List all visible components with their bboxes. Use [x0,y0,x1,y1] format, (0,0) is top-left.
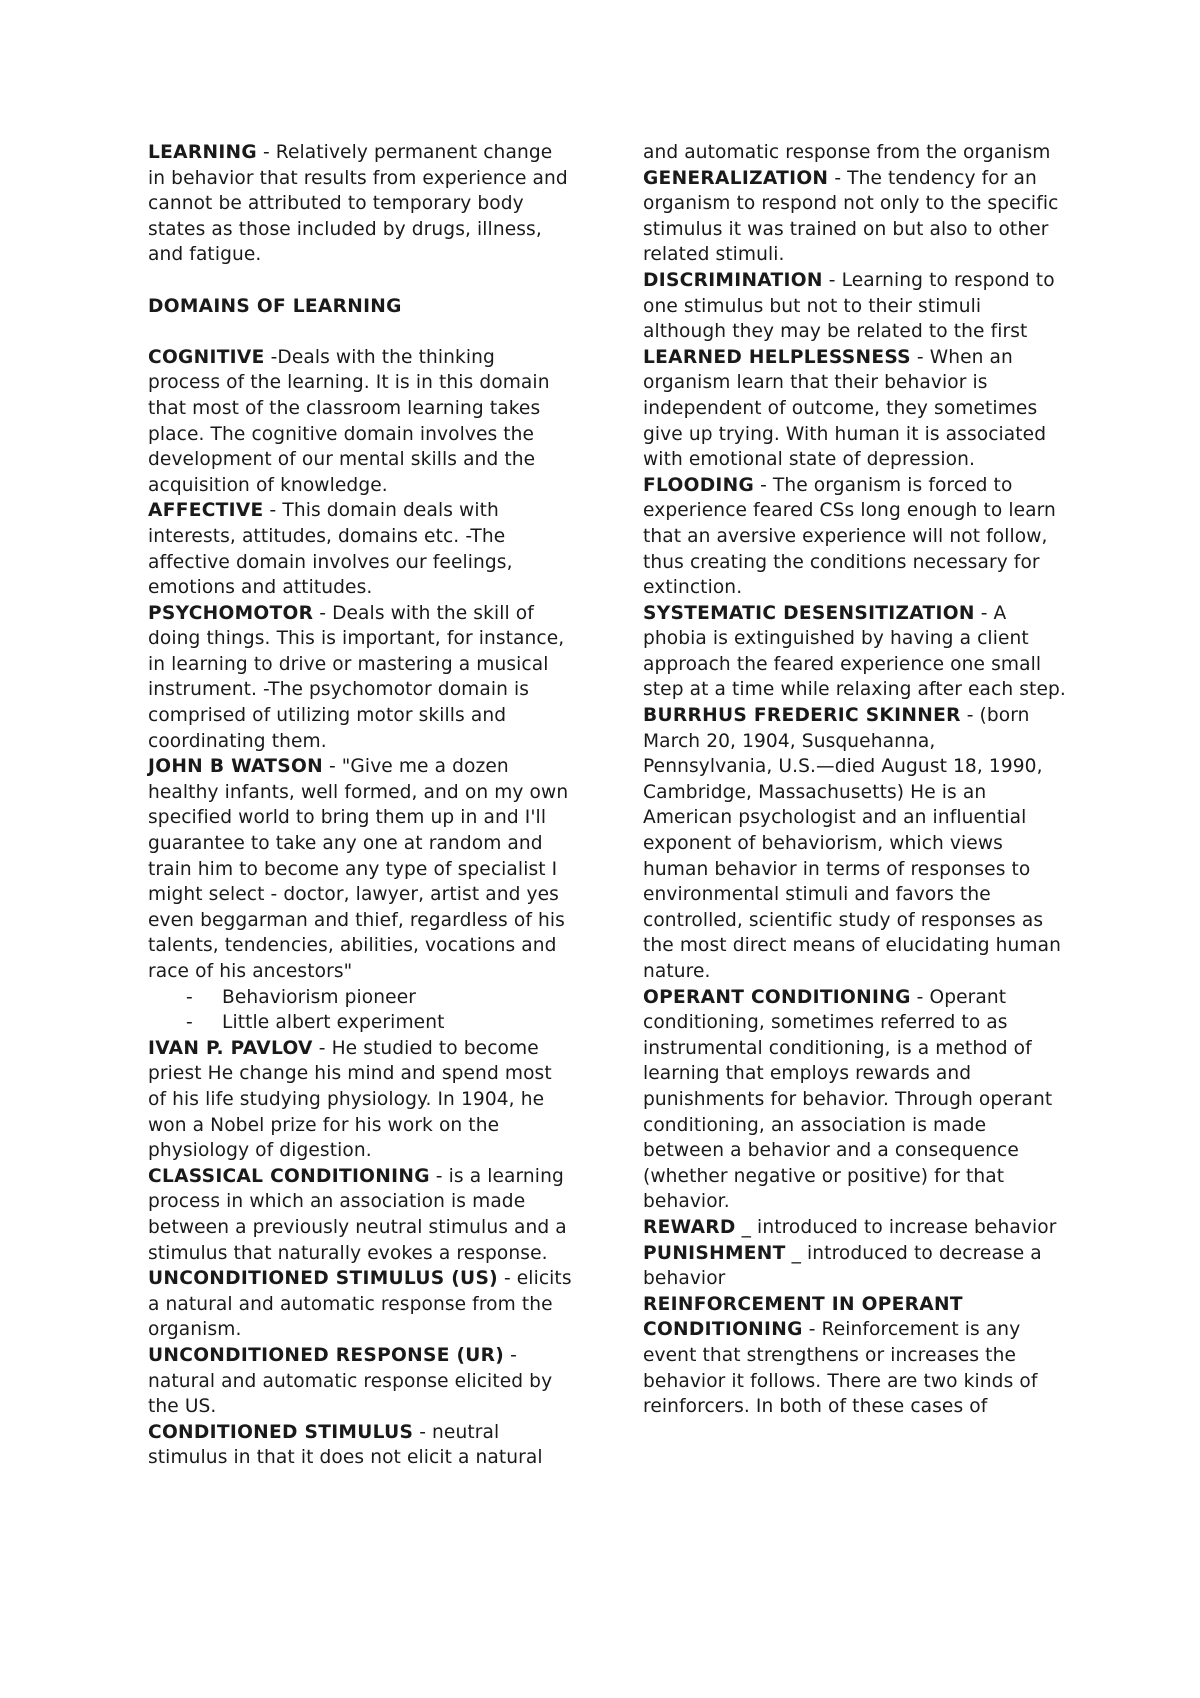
definition-unconditioned-response: - natural and automatic response elicited by the US. [148,1344,553,1418]
term-skinner: BURRHUS FREDERIC SKINNER [643,705,961,727]
definition-flooding: - The organism is forced to experience feared CSs long enough to learn that an aversive experience will not follow, thus creating the conditions necessary for extinction. [643,474,1056,599]
definition-conditioned-stimulus: - neutral stimulus in that it does not elicit a natural [148,1421,543,1469]
term-generalization: GENERALIZATION [643,167,829,189]
entry-flooding [643,473,1068,601]
entry-skinner [643,703,1068,985]
entry-reinforcement [643,1292,1068,1420]
term-flooding: FLOODING [643,474,755,496]
entry-pavlov [148,1036,573,1164]
entry-punishment [643,1241,1068,1292]
definition-reward: _ introduced to increase behavior [735,1216,1057,1238]
definition-psychomotor: - Deals with the skill of doing things. This is important, for instance, in learning to drive or mastering a musical instrument. -The psychomotor domain is comprised of utilizing motor skills and coordinating them. [148,602,565,752]
term-classical-conditioning: CLASSICAL CONDITIONING [148,1165,430,1187]
term-reward: REWARD [643,1216,736,1238]
spacer [148,268,573,294]
definition-learned-helplessness: - When an organism learn that their behavior is independent of outcome, they sometimes give up trying. With human it is associated with emotional state of depression. [643,346,1047,471]
entry-generalization [643,166,1068,268]
definition-discrimination: - Learning to respond to one stimulus but not to their stimuli although they may be related to the first [643,269,1055,343]
entry-conditioned-stimulus [148,1420,573,1471]
entry-psychomotor [148,601,573,755]
term-learned-helplessness: LEARNED HELPLESSNESS [643,346,911,368]
definition-generalization: - The tendency for an organism to respond not only to the specific stimulus it was trained on but also to other related stimuli. [643,167,1059,266]
section-heading-domains: DOMAINS OF LEARNING [148,295,402,317]
entry-reward [643,1215,1068,1241]
definition-systematic-desensitization: - A phobia is extinguished by having a client approach the feared experience one small step at a time while relaxing after each step. [643,602,1066,701]
term-systematic-desensitization: SYSTEMATIC DESENSITIZATION [643,602,975,624]
definition-unconditioned-stimulus: - elicits a natural and automatic response from the organism. [148,1268,572,1341]
definition-skinner: - (born March 20, 1904, Susquehanna, Pennsylvania, U.S.—died August 18, 1990, Cambridge, Massachusetts) He is an American psychologist and an influential exponent of behaviorism, which views human behavior in terms of responses to environmental stimuli and favors the controlled, scientific study of responses as the most direct means of elucidating human nature. [643,705,1062,982]
bullet-item: - Little albert experiment [186,1010,573,1036]
definition-reinforcement: - Reinforcement is any event that strengthens or increases the behavior it follows. There are two kinds of reinforcers. In both of these cases of [643,1319,1038,1418]
term-pavlov: IVAN P. PAVLOV [148,1037,313,1059]
entry-systematic-desensitization [643,601,1068,703]
entry-classical-conditioning [148,1164,573,1266]
continued-text: and automatic response from the organism [643,142,1051,163]
definition-pavlov: - He studied to become priest He change his mind and spend most of his life studying physiology. In 1904, he won a Nobel prize for his work on the physiology of digestion. [148,1037,552,1162]
spacer [148,319,573,345]
term-discrimination: DISCRIMINATION [643,269,823,291]
term-unconditioned-response: UNCONDITIONED RESPONSE (UR) [148,1344,505,1366]
definition-operant-conditioning: - Operant conditioning, sometimes referred to as instrumental conditioning, is a method of learning that employs rewards and punishments for behavior. Through operant conditioning, an association is made between a behavior and a consequence (whether negative or positive) for that behavior. [643,986,1053,1213]
entry-unconditioned-stimulus [148,1266,573,1343]
left-column [148,140,573,1471]
entry-watson [148,754,573,984]
entry-cognitive [148,345,573,499]
term-affective: AFFECTIVE [148,500,264,522]
term-watson: JOHN B WATSON [148,756,323,778]
term-psychomotor: PSYCHOMOTOR [148,602,314,624]
entry-unconditioned-response [148,1343,573,1420]
term-reinforcement: REINFORCEMENT IN OPERANT CONDITIONING [643,1293,963,1341]
watson-bullet-list [148,985,573,1036]
term-operant-conditioning: OPERANT CONDITIONING [643,986,911,1008]
definition-learning: - Relatively permanent change in behavior that results from experience and cannot be attributed to temporary body states as those included by drugs, illness, and fatigue. [148,142,568,266]
entry-learning [148,140,573,268]
entry-affective [148,498,573,600]
right-column [643,140,1068,1420]
term-punishment: PUNISHMENT [643,1242,786,1264]
definition-affective: - This domain deals with interests, attitudes, domains etc. -The affective domain involves our feelings, emotions and attitudes. [148,500,513,599]
definition-watson: - "Give me a dozen healthy infants, well formed, and on my own specified world to bring them up in and I'll guarantee to take any one at random and train him to become any type of specialist I might select - doctor, lawyer, artist and yes even beggarman and thief, regardless of his talents, tendencies, abilities, vocations and race of his ancestors" [148,756,569,982]
definition-cognitive: -Deals with the thinking process of the learning. It is in this domain that most of the classroom learning takes place. The cognitive domain involves the development of our mental skills and the acquisition of knowledge. [148,346,550,496]
term-conditioned-stimulus: CONDITIONED STIMULUS [148,1421,414,1443]
entry-operant-conditioning [643,985,1068,1215]
entry-discrimination [643,268,1068,345]
bullet-item: - Behaviorism pioneer [186,985,573,1011]
definition-classical-conditioning: - is a learning process in which an association is made between a previously neutral stimulus and a stimulus that naturally evokes a response. [148,1165,567,1264]
definition-punishment: _ introduced to decrease a behavior [643,1242,1042,1290]
entry-learned-helplessness [643,345,1068,473]
term-learning: LEARNING [148,142,257,163]
term-unconditioned-stimulus: UNCONDITIONED STIMULUS (US) [148,1268,498,1290]
term-cognitive: COGNITIVE [148,346,265,368]
